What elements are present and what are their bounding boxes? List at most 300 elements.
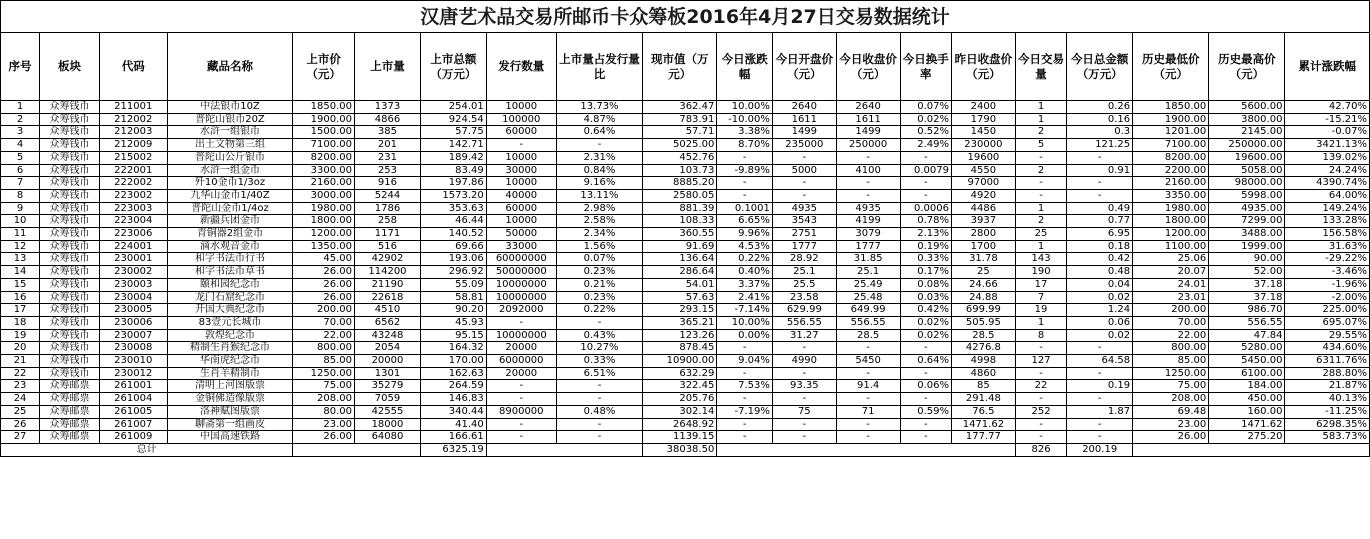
table-cell: 136.64 [643,253,717,266]
table-cell: 1790 [951,113,1015,126]
table-cell: 98000.00 [1209,177,1285,190]
table-cell: 0.1001 [717,202,773,215]
table-cell: 6562 [355,316,421,329]
table-cell: 70.00 [1133,316,1209,329]
table-cell: 4935.00 [1209,202,1285,215]
table-cell: 230012 [99,367,167,380]
table-cell: 878.45 [643,342,717,355]
table-cell: 90.20 [420,304,486,317]
table-cell: - [556,393,642,406]
table-cell: -1.96% [1285,278,1370,291]
table-cell: 69.48 [1133,405,1209,418]
table-cell: 1373 [355,101,421,114]
table-cell: 众筹钱币 [40,215,100,228]
table-cell: 0.33% [900,253,951,266]
table-cell: 众筹钱币 [40,151,100,164]
table-cell: 众筹钱币 [40,329,100,342]
table-cell: - [1067,393,1133,406]
table-cell: 1350.00 [293,240,355,253]
table-cell: 1786 [355,202,421,215]
table-cell: 450.00 [1209,393,1285,406]
table-cell: 0.52% [900,126,951,139]
table-row [1,126,1370,139]
empty-cell [717,443,1015,456]
table-cell: 9.04% [717,355,773,368]
table-cell: 1200.00 [293,228,355,241]
table-cell: 76.5 [951,405,1015,418]
table-cell: 2 [1015,215,1066,228]
table-cell: 223006 [99,228,167,241]
table-cell: 212009 [99,139,167,152]
table-cell: -7.19% [717,405,773,418]
table-cell: 55.09 [420,278,486,291]
table-cell: 556.55 [772,316,836,329]
table-cell: 普陀山公斤银币 [167,151,293,164]
table-cell: - [486,139,556,152]
table-cell: 4860 [951,367,1015,380]
table-cell: 聊斋第一组画皮 [167,418,293,431]
table-cell: 20000 [486,342,556,355]
table-cell: 2 [1015,126,1066,139]
table-cell: 26.00 [293,431,355,444]
table-cell: 205.76 [643,393,717,406]
table-cell: 0.3 [1067,126,1133,139]
table-cell: 695.07% [1285,316,1370,329]
table-cell: - [717,393,773,406]
table-cell: 23.01 [1133,291,1209,304]
table-cell: 4276.8 [951,342,1015,355]
table-cell: - [1015,418,1066,431]
table-cell: 歼10金币1/3oz [167,177,293,190]
table-cell: 10000000 [486,278,556,291]
table-cell: 0.02% [900,113,951,126]
table-cell: 114200 [355,266,421,279]
column-header: 上市总额（万元） [420,33,486,101]
table-row [1,151,1370,164]
table-cell: 6 [1,164,40,177]
table-cell: 众筹邮票 [40,431,100,444]
table-cell: 108.33 [643,215,717,228]
table-cell: 230010 [99,355,167,368]
table-cell: 0.21% [556,278,642,291]
table-row [1,253,1370,266]
table-cell: 25.06 [1133,253,1209,266]
table-cell: 2.41% [717,291,773,304]
table-row [1,304,1370,317]
table-cell: 8200.00 [293,151,355,164]
table-row [1,316,1370,329]
table-cell: 3800.00 [1209,113,1285,126]
table-cell: 162.63 [420,367,486,380]
table-cell: 2145.00 [1209,126,1285,139]
table-cell: 19 [1,329,40,342]
table-cell: 230007 [99,329,167,342]
table-cell: 64.00% [1285,189,1370,202]
table-cell: 197.86 [420,177,486,190]
table-cell: - [772,189,836,202]
table-cell: 4920 [951,189,1015,202]
table-cell: - [1067,342,1133,355]
table-cell: 97000 [951,177,1015,190]
table-cell: 3000.00 [293,189,355,202]
table-cell: 800.00 [1133,342,1209,355]
table-cell: 精制生肖猴纪念币 [167,342,293,355]
table-cell: - [836,431,900,444]
table-cell: 222001 [99,164,167,177]
table-cell: 1980.00 [1133,202,1209,215]
table-cell: 22 [1015,380,1066,393]
table-cell: 0.84% [556,164,642,177]
table-cell: 556.55 [836,316,900,329]
table-cell: 水浒一组银币 [167,126,293,139]
table-cell: 水浒一组金币 [167,164,293,177]
table-cell: 5000 [772,164,836,177]
column-header: 藏品名称 [167,33,293,101]
table-cell: 2 [1,113,40,126]
table-cell: 2.98% [556,202,642,215]
table-cell: 261009 [99,431,167,444]
column-header: 上市量占发行量比 [556,33,642,101]
table-cell: 3937 [951,215,1015,228]
table-cell: 100000 [486,113,556,126]
table-cell: 230003 [99,278,167,291]
table-cell: 189.42 [420,151,486,164]
table-row [1,202,1370,215]
table-cell: 众筹钱币 [40,139,100,152]
table-row [1,291,1370,304]
table-cell: 6.65% [717,215,773,228]
table-cell: 26 [1,418,40,431]
table-cell: 10.00% [717,316,773,329]
table-cell: 10000000 [486,329,556,342]
table-cell: - [836,177,900,190]
table-cell: 252 [1015,405,1066,418]
table-cell: 649.99 [836,304,900,317]
table-cell: 27 [1,431,40,444]
table-cell: 10000 [486,215,556,228]
table-cell: 170.00 [420,355,486,368]
total-row [1,443,1370,456]
table-cell: 5 [1,151,40,164]
table-cell: 0.18 [1067,240,1133,253]
table-cell: 31.63% [1285,240,1370,253]
table-row [1,431,1370,444]
table-cell: 3421.13% [1285,139,1370,152]
table-cell: 91.4 [836,380,900,393]
table-cell: 1171 [355,228,421,241]
table-cell: 505.95 [951,316,1015,329]
table-cell: 20000 [486,367,556,380]
table-row [1,113,1370,126]
table-cell: - [772,177,836,190]
table-cell: 10.27% [556,342,642,355]
table-cell: 230005 [99,304,167,317]
table-cell: - [1015,151,1066,164]
table-cell: 3079 [836,228,900,241]
table-cell: 1 [1015,113,1066,126]
column-header: 发行数量 [486,33,556,101]
table-cell: - [900,189,951,202]
table-cell: 142.71 [420,139,486,152]
table-cell: 1999.00 [1209,240,1285,253]
table-cell: 261001 [99,380,167,393]
table-cell: 众筹钱币 [40,189,100,202]
table-row [1,380,1370,393]
table-cell: 2640 [772,101,836,114]
table-cell: 201 [355,139,421,152]
table-cell: 9 [1,202,40,215]
table-cell: 5025.00 [643,139,717,152]
table-cell: 28.5 [836,329,900,342]
table-cell: 1980.00 [293,202,355,215]
table-cell: 75 [772,405,836,418]
table-cell: 4390.74% [1285,177,1370,190]
column-header: 板块 [40,33,100,101]
table-cell: 1850.00 [1133,101,1209,114]
table-cell: 普陀山金币1/4oz [167,202,293,215]
table-cell: 291.48 [951,393,1015,406]
table-cell: 0.04 [1067,278,1133,291]
table-cell: 46.44 [420,215,486,228]
table-cell: 5058.00 [1209,164,1285,177]
table-cell: 5998.00 [1209,189,1285,202]
table-cell: 25.48 [836,291,900,304]
table-cell: 24.88 [951,291,1015,304]
table-cell: 434.60% [1285,342,1370,355]
table-cell: 986.70 [1209,304,1285,317]
table-cell: 20 [1,342,40,355]
column-header: 现市值（万元） [643,33,717,101]
table-cell: 0.26 [1067,101,1133,114]
table-cell: 25.1 [772,266,836,279]
table-cell: 1250.00 [293,367,355,380]
table-cell: 54.01 [643,278,717,291]
table-cell: 15 [1,278,40,291]
table-cell: 2 [1015,164,1066,177]
table-cell: 275.20 [1209,431,1285,444]
table-cell: 众筹钱币 [40,291,100,304]
table-cell: 103.73 [643,164,717,177]
table-cell: 和字书法币行书 [167,253,293,266]
table-row [1,164,1370,177]
table-row [1,177,1370,190]
table-cell: - [717,189,773,202]
table-cell: 2.31% [556,151,642,164]
table-cell: 1611 [772,113,836,126]
table-cell: 12 [1,240,40,253]
table-cell: 1499 [772,126,836,139]
table-cell: 583.73% [1285,431,1370,444]
table-cell: 149.24% [1285,202,1370,215]
table-cell: - [717,151,773,164]
table-cell: 140.52 [420,228,486,241]
table-cell: 60000 [486,126,556,139]
table-row [1,329,1370,342]
table-cell: 83.49 [420,164,486,177]
table-cell: 金铜佛造像版票 [167,393,293,406]
table-cell: 10000000 [486,291,556,304]
table-cell: -3.46% [1285,266,1370,279]
table-cell: 3 [1,126,40,139]
table-cell: 1500.00 [293,126,355,139]
table-cell: 223002 [99,189,167,202]
table-cell: 258 [355,215,421,228]
table-cell: 众筹钱币 [40,367,100,380]
table-cell: 230008 [99,342,167,355]
table-cell: 10.00% [717,101,773,114]
table-cell: - [486,316,556,329]
table-cell: - [717,418,773,431]
table-cell: 632.29 [643,367,717,380]
table-cell: 212003 [99,126,167,139]
table-cell: 69.66 [420,240,486,253]
table-cell: 57.63 [643,291,717,304]
table-cell: 4935 [836,202,900,215]
table-cell: 4510 [355,304,421,317]
sheet-title: 汉唐艺术品交易所邮币卡众筹板2016年4月27日交易数据统计 [0,0,1370,32]
table-cell: 200.00 [1133,304,1209,317]
table-cell: 3.38% [717,126,773,139]
table-cell: 293.15 [643,304,717,317]
table-cell: - [900,342,951,355]
table-cell: 6311.76% [1285,355,1370,368]
table-cell: 24 [1,393,40,406]
table-cell: 26.00 [293,291,355,304]
table-cell: 37.18 [1209,291,1285,304]
table-cell: 普陀山银币20Z [167,113,293,126]
table-cell: 1800.00 [1133,215,1209,228]
table-cell: 50000000 [486,266,556,279]
table-cell: 1.24 [1067,304,1133,317]
table-cell: 生肖羊精制币 [167,367,293,380]
table-cell: 6298.35% [1285,418,1370,431]
table-cell: 1450 [951,126,1015,139]
table-cell: 2.49% [900,139,951,152]
table-cell: 众筹钱币 [40,101,100,114]
table-cell: -2.00% [1285,291,1370,304]
table-cell: 众筹邮票 [40,380,100,393]
table-cell: 0.59% [900,405,951,418]
table-cell: 7 [1,177,40,190]
table-cell: 286.64 [643,266,717,279]
table-row [1,139,1370,152]
table-cell: 0.07% [900,101,951,114]
column-header: 历史最高价（元） [1209,33,1285,101]
table-cell: 222002 [99,177,167,190]
table-cell: 5244 [355,189,421,202]
table-row [1,278,1370,291]
table-cell: 0.77 [1067,215,1133,228]
table-cell: 43248 [355,329,421,342]
table-cell: 1900.00 [293,113,355,126]
table-cell: 4.87% [556,113,642,126]
table-cell: 362.47 [643,101,717,114]
table-cell: 3350.00 [1133,189,1209,202]
table-cell: 0.19% [900,240,951,253]
table-cell: 0.02 [1067,329,1133,342]
table-cell: 6.95 [1067,228,1133,241]
table-cell: 250000.00 [1209,139,1285,152]
table-cell: 19600.00 [1209,151,1285,164]
table-cell: 2648.92 [643,418,717,431]
table-cell: 新疆兵团金币 [167,215,293,228]
table-row [1,101,1370,114]
table-cell: 0.33% [556,355,642,368]
table-cell: 783.91 [643,113,717,126]
table-cell: 231 [355,151,421,164]
table-cell: 70.00 [293,316,355,329]
table-cell: 6100.00 [1209,367,1285,380]
table-cell: 57.71 [643,126,717,139]
table-cell: 0.02 [1067,291,1133,304]
table-cell: 8.70% [717,139,773,152]
table-row [1,266,1370,279]
table-cell: 0.0006 [900,202,951,215]
table-cell: 26.00 [293,266,355,279]
table-cell: 8900000 [486,405,556,418]
table-cell: 5450.00 [1209,355,1285,368]
table-cell: 中国高速铁路 [167,431,293,444]
table-cell: 90.00 [1209,253,1285,266]
table-cell: 1900.00 [1133,113,1209,126]
table-cell: 385 [355,126,421,139]
table-cell: 1 [1015,316,1066,329]
table-cell: 800.00 [293,342,355,355]
table-cell: 0.17% [900,266,951,279]
table-cell: 4 [1,139,40,152]
table-cell: 1499 [836,126,900,139]
table-cell: 146.83 [420,393,486,406]
table-cell: 0.19 [1067,380,1133,393]
table-cell: 0.91 [1067,164,1133,177]
table-cell: 众筹钱币 [40,177,100,190]
table-row [1,367,1370,380]
table-cell: - [772,367,836,380]
table-cell: 4998 [951,355,1015,368]
table-cell: - [486,418,556,431]
table-cell: 57.75 [420,126,486,139]
table-cell: 166.61 [420,431,486,444]
total-cell: 826 [1015,443,1066,456]
table-row [1,418,1370,431]
table-cell: -10.00% [717,113,773,126]
table-cell: 10000 [486,101,556,114]
table-cell: 28.5 [951,329,1015,342]
total-cell: 总计 [1,443,293,456]
table-cell: 3300.00 [293,164,355,177]
table-cell: 众筹邮票 [40,405,100,418]
table-cell: 35279 [355,380,421,393]
table-cell: 华南虎纪念币 [167,355,293,368]
table-cell: 25.49 [836,278,900,291]
table-cell: 25.5 [772,278,836,291]
table-cell: 230006 [99,316,167,329]
table-cell: 93.35 [772,380,836,393]
table-cell: - [772,151,836,164]
total-cell: 200.19 [1067,443,1133,456]
table-cell: - [717,342,773,355]
table-cell: -0.07% [1285,126,1370,139]
table-cell: - [1015,431,1066,444]
table-cell: 众筹钱币 [40,126,100,139]
table-cell: 353.63 [420,202,486,215]
table-cell: - [900,418,951,431]
table-cell: - [1067,418,1133,431]
table-cell: 0.22% [717,253,773,266]
table-cell: 365.21 [643,316,717,329]
table-cell: 2092000 [486,304,556,317]
table-cell: 众筹钱币 [40,278,100,291]
